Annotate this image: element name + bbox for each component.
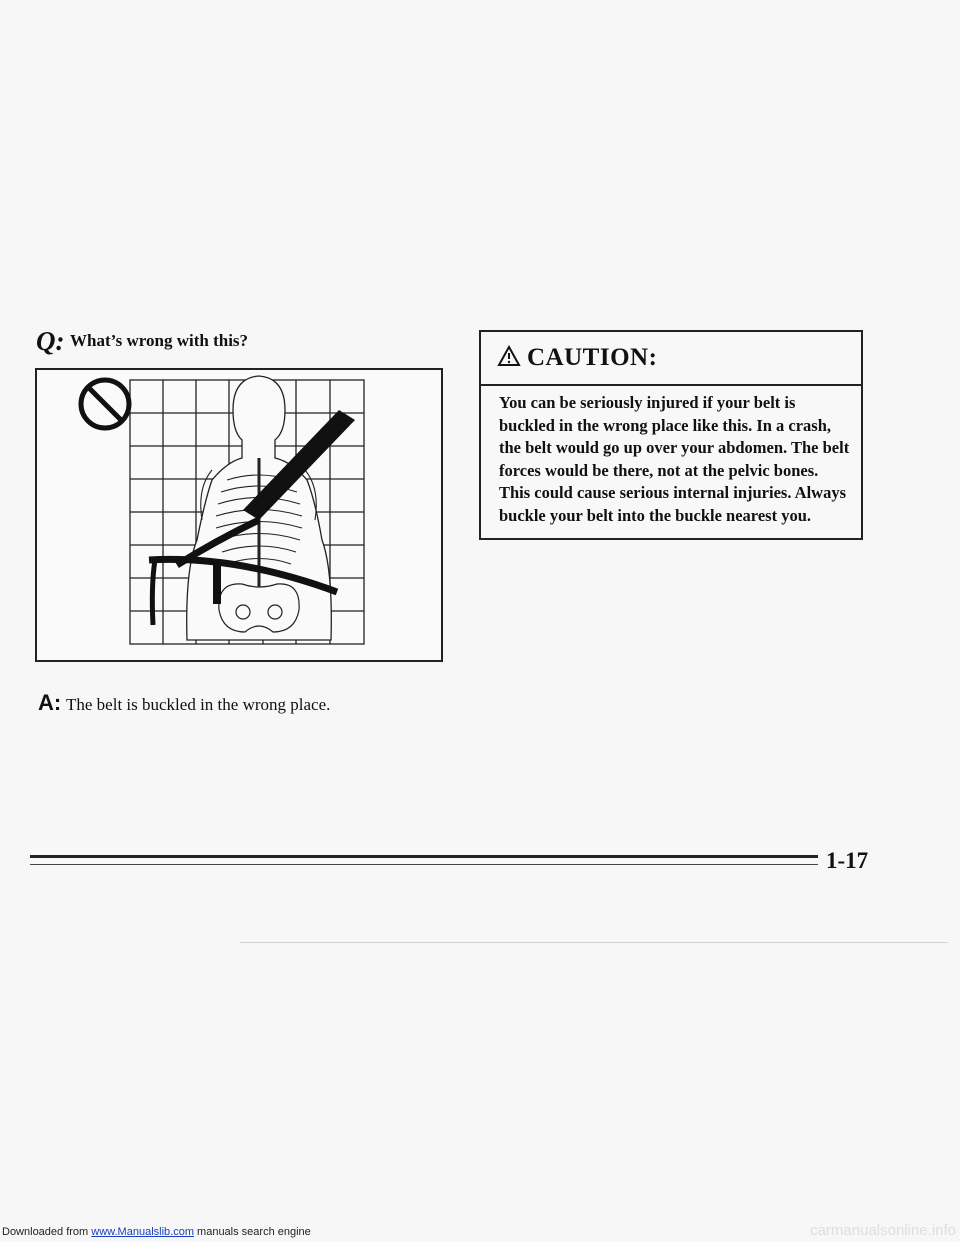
download-banner-prefix: Downloaded from [2,1226,92,1238]
answer-text: The belt is buckled in the wrong place. [66,695,331,714]
caution-box [479,330,863,540]
download-banner-suffix: manuals search engine [193,1226,311,1238]
caution-body: You can be seriously injured if your belt is buckled in the wrong place like this. In a crash, the belt would go up over your abdomen. The belt forces would be there, not at the pelvic bones. This could cause serious internal injuries. Always buckle your belt into the buckle nearest you. [499,393,850,525]
footer-rule-thick [30,855,818,858]
question-mark-label: Q: [36,326,65,356]
watermark: carmanualsonline.info [810,1222,956,1239]
seatbelt-illustration [35,368,443,662]
scan-artifact-line [240,942,948,943]
warning-triangle-icon [497,345,521,367]
answer-mark-label: A: [38,690,62,715]
seatbelt-drawing [37,370,441,660]
prohibition-icon [81,380,129,428]
caution-header [481,332,861,386]
manualslib-link[interactable]: www.Manualslib.com [91,1226,194,1238]
footer-rule-thin [30,864,818,865]
pelvis [219,584,299,632]
question-text: What’s wrong with this? [70,331,249,350]
caution-title: CAUTION: [527,344,658,371]
download-banner [2,1226,311,1238]
page-number: 1-17 [826,848,869,873]
